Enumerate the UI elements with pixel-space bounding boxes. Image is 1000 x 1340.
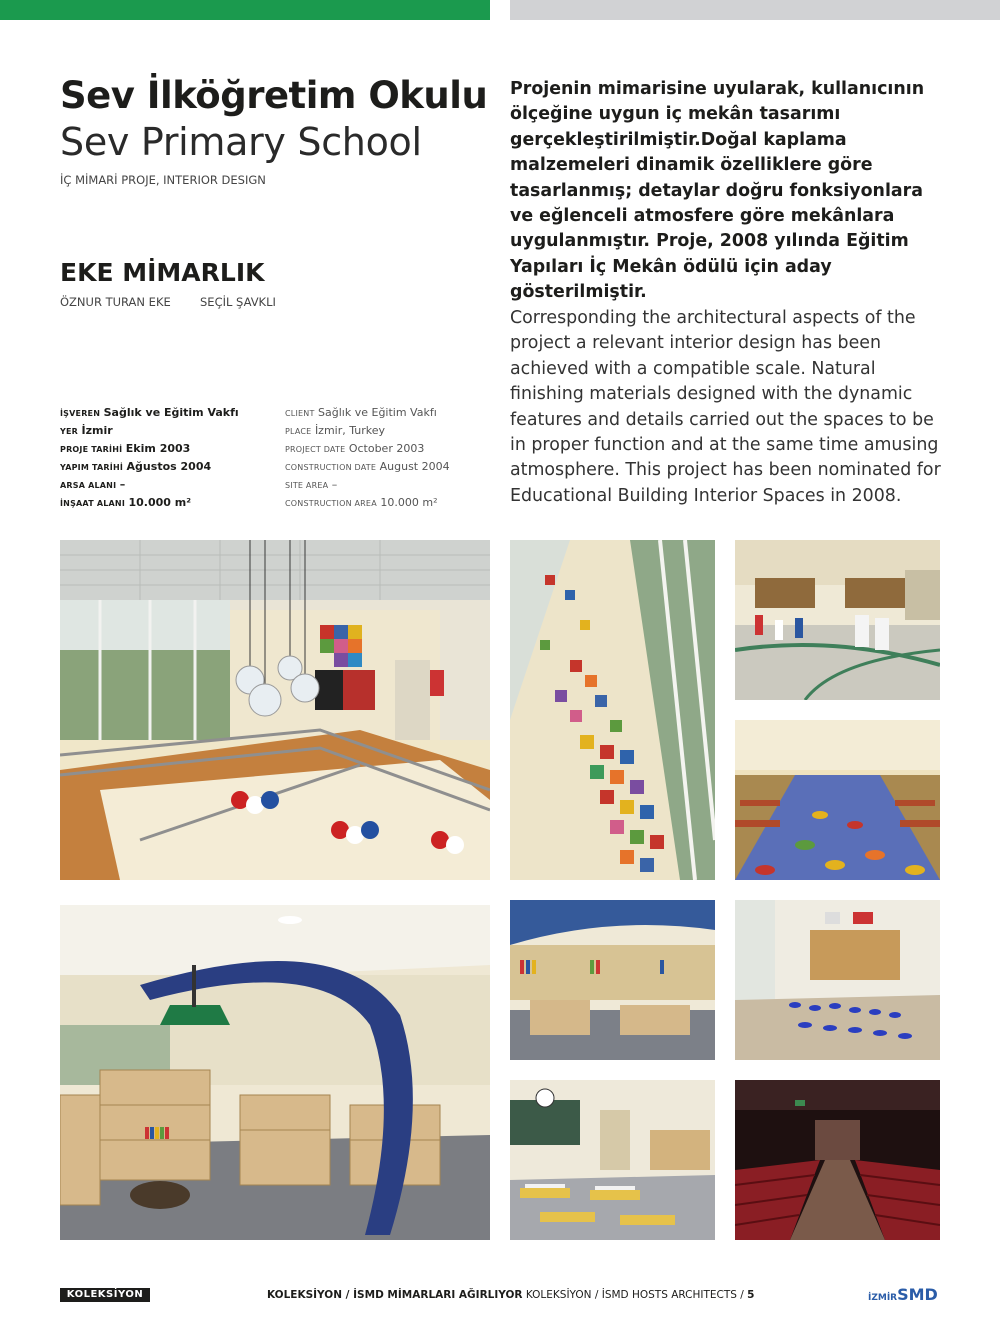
info-key: CONSTRUCTION AREA xyxy=(285,499,377,508)
info-value: Sağlık ve Eğitim Vakfı xyxy=(318,406,437,419)
info-row xyxy=(285,422,450,440)
info-value: İzmir xyxy=(81,424,113,437)
info-row xyxy=(285,404,450,422)
info-value: Ağustos 2004 xyxy=(126,460,212,473)
project-info-turkish xyxy=(60,404,239,512)
brand-big: SMD xyxy=(897,1285,938,1304)
info-row xyxy=(60,404,239,422)
page-title-turkish: Sev İlköğretim Okulu xyxy=(60,74,488,117)
architect-person: ÖZNUR TURAN EKE xyxy=(60,295,171,309)
page-number: 5 xyxy=(747,1289,755,1301)
project-category: İÇ MİMARİ PROJE, INTERIOR DESIGN xyxy=(60,173,266,187)
info-row xyxy=(60,458,239,476)
magazine-logo: KOLEKSİYON xyxy=(60,1288,150,1302)
footer-running-title xyxy=(267,1288,754,1302)
info-key: CLIENT xyxy=(285,409,315,418)
info-key: PROJECT DATE xyxy=(285,445,346,454)
info-value: Sağlık ve Eğitim Vakfı xyxy=(103,406,239,419)
info-value: İzmir, Turkey xyxy=(314,424,386,437)
info-value: August 2004 xyxy=(379,460,450,473)
info-value: Ekim 2003 xyxy=(125,442,191,455)
brand-small: İZMİR xyxy=(868,1293,898,1303)
info-row xyxy=(285,440,450,458)
info-row xyxy=(60,422,239,440)
info-row xyxy=(60,476,239,494)
info-key: İŞVEREN xyxy=(60,409,101,418)
info-value: 10.000 m² xyxy=(380,496,438,509)
info-value: 10.000 m² xyxy=(128,496,192,509)
info-value: – xyxy=(119,478,126,491)
top-accent-bar-gray xyxy=(510,0,1000,20)
info-row xyxy=(285,458,450,476)
photo-auditorium xyxy=(735,1080,940,1240)
architect-person: SEÇİL ŞAVKLI xyxy=(200,295,276,309)
info-key: CONSTRUCTION DATE xyxy=(285,463,377,472)
photo-hall-children xyxy=(735,540,940,700)
description-turkish: Projenin mimarisine uyularak, kullanıcının ölçeğine uygun iç mekân tasarımı gerçekleştirilmiştir.Doğal kaplama malzemeleri dinamik özelliklere göre tasarlanmış; detaylar doğru fonksiyonlara ve eğlenceli atmosfere göre mekânlara uygulanmıştır. Proje, 2008 yılında Eğitim Yapıları İç Mekân ödülü için aday gösterilmiştir. xyxy=(510,79,925,303)
info-row xyxy=(285,476,450,494)
top-accent-bar-green xyxy=(0,0,490,20)
info-row xyxy=(285,494,450,512)
info-key: YER xyxy=(60,427,79,436)
photo-colored-tiles-wall xyxy=(510,540,715,880)
info-value: – xyxy=(331,478,338,491)
footer-section-tr: KOLEKSİYON / İSMD MİMARLARI AĞIRLIYOR xyxy=(267,1289,523,1301)
photo-library-shelves xyxy=(510,900,715,1060)
photo-atrium xyxy=(60,540,490,880)
info-value: October 2003 xyxy=(348,442,425,455)
info-key: PROJE TARİHİ xyxy=(60,445,123,454)
info-key: YAPIM TARİHİ xyxy=(60,463,124,472)
info-key: ARSA ALANI xyxy=(60,481,117,490)
photo-classroom xyxy=(510,1080,715,1240)
photo-library xyxy=(60,905,490,1240)
architect-firm: EKE MİMARLIK xyxy=(60,258,265,287)
info-key: SITE AREA xyxy=(285,481,329,490)
project-info-english xyxy=(285,404,450,512)
page-title-english: Sev Primary School xyxy=(60,120,422,164)
info-row xyxy=(60,494,239,512)
photo-dining-hall xyxy=(735,720,940,880)
description-english: Corresponding the architectural aspects of the project a relevant interior design has been achieved with a compatible scale. Natural finishing materials designed with the dynamic features and details carried out the spaces to be in proper function and at the same time amusing atmosphere. This project has been nominated for Educational Building Interior Spaces in 2008. xyxy=(510,308,941,506)
photo-lab-stools xyxy=(735,900,940,1060)
footer-section-en: KOLEKSİYON / İSMD HOSTS ARCHITECTS / xyxy=(522,1289,748,1301)
info-row xyxy=(60,440,239,458)
info-key: PLACE xyxy=(285,427,312,436)
info-key: İNŞAAT ALANI xyxy=(60,499,125,508)
izmir-smd-logo xyxy=(868,1286,938,1307)
